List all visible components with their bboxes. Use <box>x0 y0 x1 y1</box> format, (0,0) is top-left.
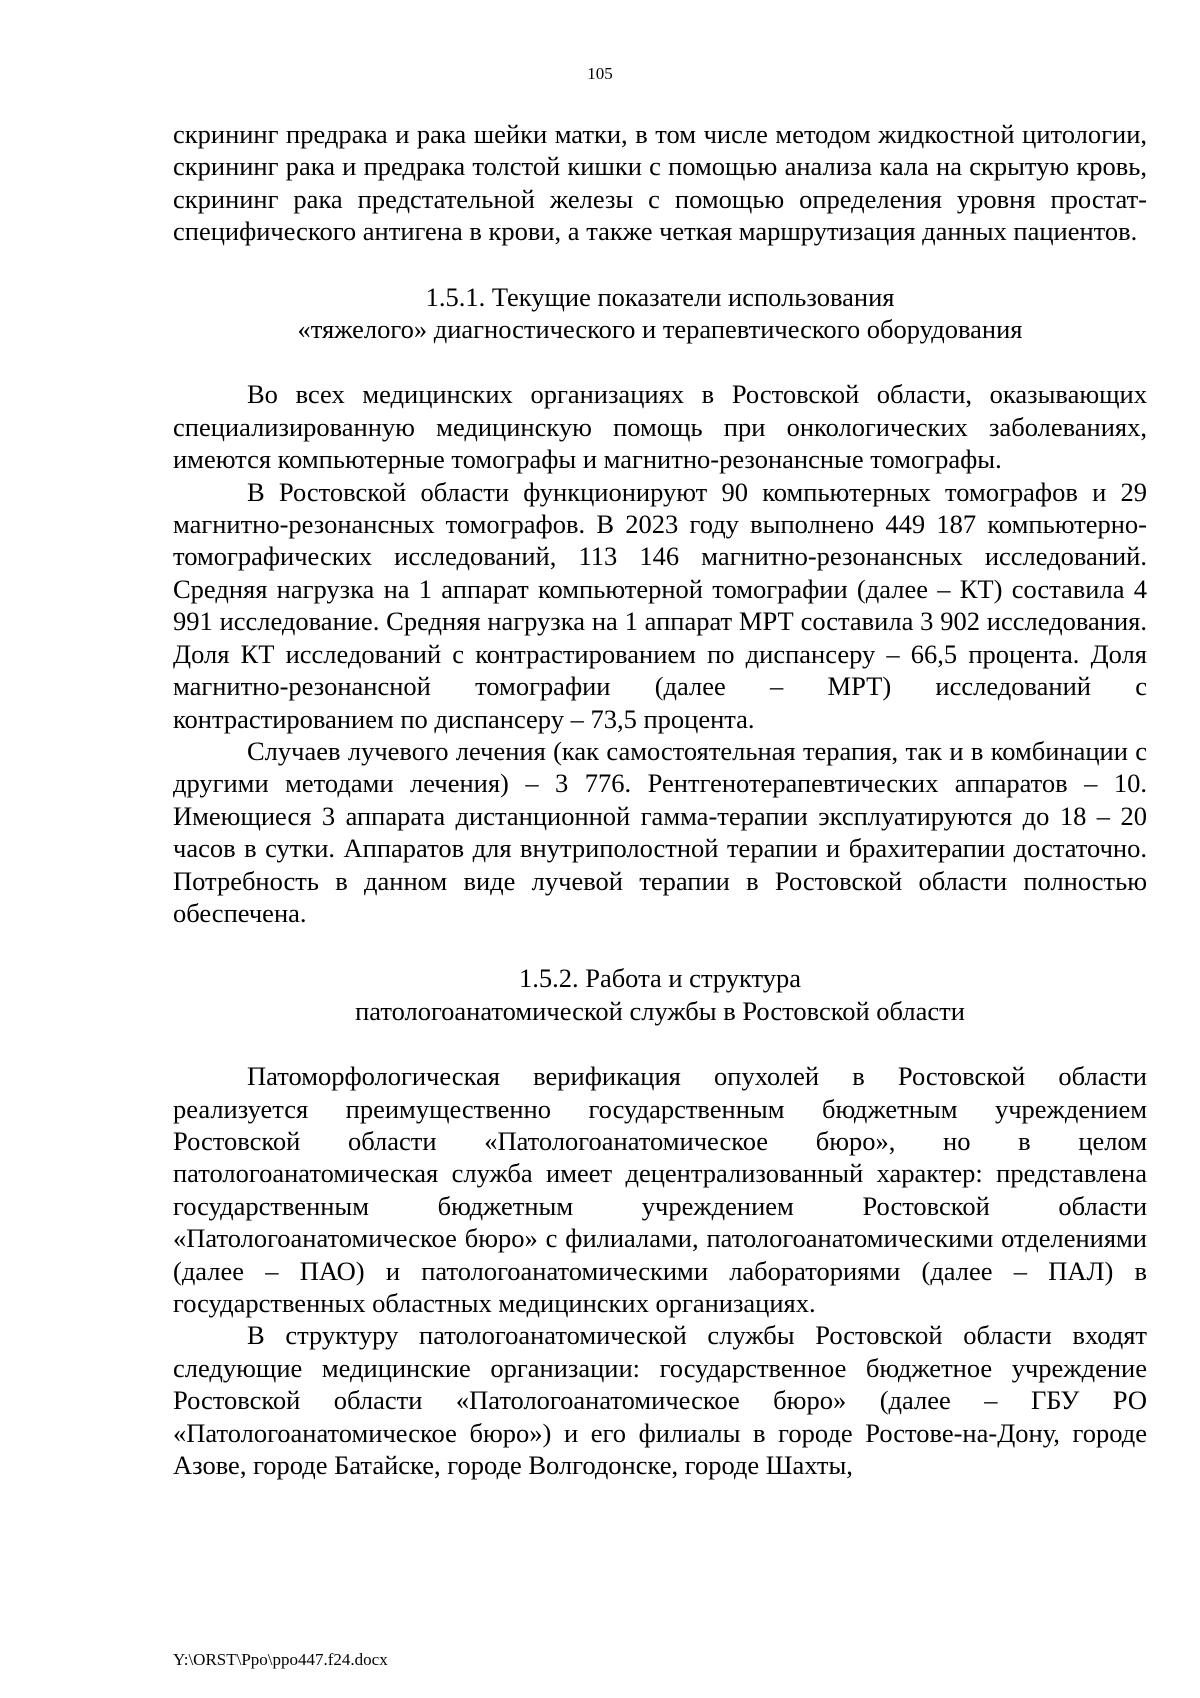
paragraph: Патоморфологическая верификация опухолей в Ростовской области реализуется преимущественно государственным бюджетным учреждением Ростовской области «Патологоанатомическое бюро», но в целом патологоанатомическая служба имеет децентрализованный характер: представлена государственным бюджетным учреждением Ростовской области «Патологоанатомическое бюро» с филиалами, патологоанатомическими отделениями (далее – ПАО) и патологоанатомическими лабораториями (далее – ПАЛ) в государственных областных медицинских организациях. <box>173 1061 1147 1318</box>
paragraph: Случаев лучевого лечения (как самостоятельная терапия, так и в комбинации с другими методами лечения) – 3 776. Рентгенотерапевтических аппаратов – 10. Имеющиеся 3 аппарата дистанционной гамма-терапии эксплуатируются до 18 – 20 часов в сутки. Аппаратов для внутриполостной терапии и брахитерапии достаточно. Потребность в данном виде лучевой терапии в Ростовской области полностью обеспечена. <box>173 735 1147 928</box>
section-heading-1-5-1 <box>173 281 1147 346</box>
section-heading-line: 1.5.1. Текущие показатели использования <box>425 281 895 312</box>
section-heading-line: «тяжелого» диагностического и терапевтического оборудования <box>297 314 1023 345</box>
paragraph: В структуру патологоанатомической службы Ростовской области входят следующие медицинские организации: государственное бюджетное учреждение Ростовской области «Патологоанатомическое бюро» (далее – ГБУ РО «Патологоанатомическое бюро») и его филиалы в городе Ростове-на-Дону, городе Азове, городе Батайске, городе Волгодонске, городе Шахты, <box>173 1320 1147 1481</box>
paragraph: Во всех медицинских организациях в Ростовской области, оказывающих специализированную медицинскую помощь при онкологических заболеваниях, имеются компьютерные томографы и магнитно-резонансные томографы. <box>173 379 1147 475</box>
section-heading-line: 1.5.2. Работа и структура <box>518 963 802 994</box>
section-heading-line: патологоанатомической службы в Ростовской области <box>355 995 965 1026</box>
footer-file-path: Y:\ORST\Ppo\ppo447.f24.docx <box>173 1650 388 1669</box>
section-heading-1-5-2 <box>173 962 1147 1027</box>
document-body <box>173 118 1147 1481</box>
intro-paragraph: скрининг предрака и рака шейки матки, в том числе методом жидкостной цитологии, скрининг рака и предрака толстой кишки с помощью анализа кала на скрытую кровь, скрининг рака предстательной железы с помощью определения уровня простат-специфического антигена в крови, а также четкая маршрутизация данных пациентов. <box>173 119 1147 247</box>
page-number: 105 <box>587 64 613 83</box>
paragraph: В Ростовской области функционируют 90 компьютерных томографов и 29 магнитно-резонансных томографов. В 2023 году выполнено 449 187 компьютерно-томографических исследований, 113 146 магнитно-резонансных исследований. Средняя нагрузка на 1 аппарат компьютерной томографии (далее – КТ) составила 4 991 исследование. Средняя нагрузка на 1 аппарат МРТ составила 3 902 исследования. Доля КТ исследований с контрастированием по диспансеру – 66,5 процента. Доля магнитно-резонансной томографии (далее – МРТ) исследований с контрастированием по диспансеру – 73,5 процента. <box>173 476 1147 734</box>
